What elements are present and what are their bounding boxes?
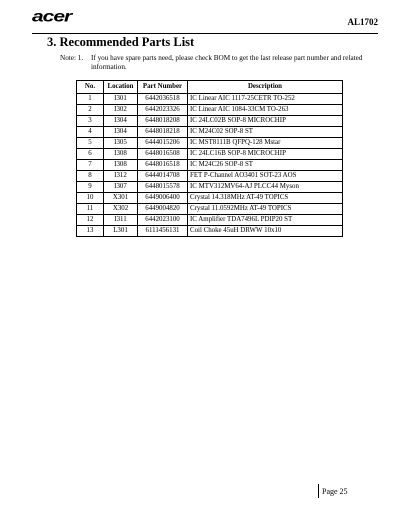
table-row bbox=[77, 182, 343, 193]
table-row bbox=[77, 105, 343, 116]
cell-no: 9 bbox=[77, 182, 104, 193]
cell-part-number: 6448018218 bbox=[138, 127, 188, 138]
cell-part-number: 6448016518 bbox=[138, 160, 188, 171]
parts-table bbox=[76, 80, 343, 237]
cell-part-number: 6442036518 bbox=[138, 94, 188, 105]
cell-description: FET P-Channel AO3401 SOT-23 AOS bbox=[188, 171, 343, 182]
cell-part-number: 6448015578 bbox=[138, 182, 188, 193]
cell-location: I304 bbox=[104, 127, 138, 138]
header-divider bbox=[32, 33, 378, 34]
cell-part-number: 6111456131 bbox=[138, 226, 188, 237]
cell-no: 13 bbox=[77, 226, 104, 237]
cell-part-number: 6442023326 bbox=[138, 105, 188, 116]
cell-location: I304 bbox=[104, 116, 138, 127]
cell-location: I308 bbox=[104, 149, 138, 160]
cell-location: I302 bbox=[104, 105, 138, 116]
cell-description: IC MST8111B QFPQ-128 Mstar bbox=[188, 138, 343, 149]
cell-description: Crystal 11.0592MHz AT-49 TOPICS bbox=[188, 204, 343, 215]
table-row bbox=[77, 193, 343, 204]
cell-description: Crystal 14.318MHz AT-49 TOPICS bbox=[188, 193, 343, 204]
table-row bbox=[77, 226, 343, 237]
table-body bbox=[77, 94, 343, 237]
cell-description: IC Linear AIC 1117-25CETR TO-252 bbox=[188, 94, 343, 105]
model-name: AL1702 bbox=[347, 17, 378, 27]
table-row bbox=[77, 160, 343, 171]
cell-location: X301 bbox=[104, 193, 138, 204]
cell-location: I311 bbox=[104, 215, 138, 226]
note-text: If you have spare parts need, please check BOM to get the last release part number and related information. bbox=[91, 54, 363, 71]
footer-divider bbox=[318, 484, 319, 498]
cell-no: 1 bbox=[77, 94, 104, 105]
cell-description: IC 24LC02B SOP-8 MICROCHIP bbox=[188, 116, 343, 127]
cell-no: 11 bbox=[77, 204, 104, 215]
cell-part-number: 6442023100 bbox=[138, 215, 188, 226]
table-row bbox=[77, 171, 343, 182]
cell-no: 8 bbox=[77, 171, 104, 182]
cell-no: 12 bbox=[77, 215, 104, 226]
cell-no: 3 bbox=[77, 116, 104, 127]
cell-location: I301 bbox=[104, 94, 138, 105]
cell-description: IC M24C02 SOP-8 ST bbox=[188, 127, 343, 138]
cell-no: 4 bbox=[77, 127, 104, 138]
cell-part-number: 6448018208 bbox=[138, 116, 188, 127]
cell-location: I305 bbox=[104, 138, 138, 149]
cell-no: 5 bbox=[77, 138, 104, 149]
cell-no: 2 bbox=[77, 105, 104, 116]
header-no: No. bbox=[77, 81, 104, 94]
cell-part-number: 6444014708 bbox=[138, 171, 188, 182]
section-title: 3. Recommended Parts List bbox=[47, 35, 195, 49]
cell-location: L301 bbox=[104, 226, 138, 237]
table-row bbox=[77, 127, 343, 138]
cell-no: 10 bbox=[77, 193, 104, 204]
cell-location: I312 bbox=[104, 171, 138, 182]
table-row bbox=[77, 116, 343, 127]
cell-description: IC 24LC16B SOP-8 MICROCHIP bbox=[188, 149, 343, 160]
cell-location: I307 bbox=[104, 182, 138, 193]
cell-no: 6 bbox=[77, 149, 104, 160]
cell-no: 7 bbox=[77, 160, 104, 171]
page-number: Page 25 bbox=[322, 487, 348, 496]
table-row bbox=[77, 138, 343, 149]
table-row bbox=[77, 94, 343, 105]
cell-part-number: 6449004820 bbox=[138, 204, 188, 215]
header-part-number: Part Number bbox=[138, 81, 188, 94]
table-header-row bbox=[77, 81, 343, 94]
cell-description: IC M24C26 SOP-8 ST bbox=[188, 160, 343, 171]
cell-description: Coil Choke 45uH DRWW 10x10 bbox=[188, 226, 343, 237]
cell-location: I308 bbox=[104, 160, 138, 171]
table-row bbox=[77, 149, 343, 160]
header-location: Location bbox=[104, 81, 138, 94]
table-row bbox=[77, 204, 343, 215]
cell-part-number: 6448016508 bbox=[138, 149, 188, 160]
header-description: Description bbox=[188, 81, 343, 94]
cell-description: IC Amplifier TDA7496L PDIP20 ST bbox=[188, 215, 343, 226]
note-label: Note: 1. bbox=[60, 54, 84, 62]
cell-description: IC MTV312MV64-AJ PLCC44 Myson bbox=[188, 182, 343, 193]
table-row bbox=[77, 215, 343, 226]
acer-logo: acer bbox=[32, 8, 72, 26]
cell-description: IC Linear AIC 1084-33CM TO-263 bbox=[188, 105, 343, 116]
cell-part-number: 6444015206 bbox=[138, 138, 188, 149]
cell-part-number: 6449006400 bbox=[138, 193, 188, 204]
cell-location: X302 bbox=[104, 204, 138, 215]
